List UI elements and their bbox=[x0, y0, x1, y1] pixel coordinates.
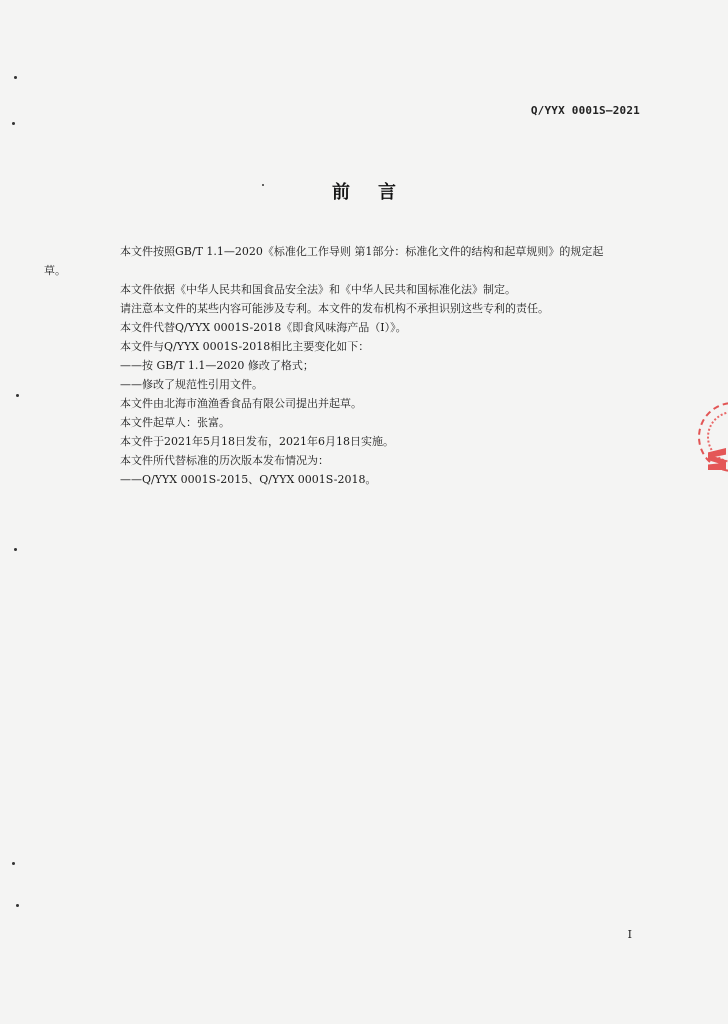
history-item: ——Q/YYX 0001S-2015、Q/YYX 0001S-2018。 bbox=[120, 473, 377, 486]
paragraph-drafting-rules bbox=[44, 242, 642, 280]
preface-body bbox=[44, 242, 642, 489]
scan-speck bbox=[262, 184, 264, 186]
change-item-format: ——按 GB/T 1.1—2020 修改了格式； bbox=[120, 359, 314, 372]
paragraph-proposer: 本文件由北海市渔渔香食品有限公司提出并起草。 bbox=[120, 397, 362, 410]
scan-speck bbox=[16, 904, 19, 907]
paragraph-line-continued: 草。 bbox=[44, 264, 66, 277]
paragraph-replaces: 本文件代替Q/YYX 0001S-2018《即食风味海产品（Ⅰ）》。 bbox=[120, 321, 407, 334]
document-code: Q/YYX 0001S—2021 bbox=[530, 104, 640, 117]
paragraph-legal-basis: 本文件依据《中华人民共和国食品安全法》和《中华人民共和国标准化法》制定。 bbox=[120, 283, 516, 296]
page-title: 前言 bbox=[332, 182, 424, 203]
seal-mark bbox=[708, 448, 726, 470]
scan-speck bbox=[12, 122, 15, 125]
paragraph-line: 本文件按照GB/T 1.1—2020《标准化工作导则 第1部分：标准化文件的结构和起草规则》的规定起 bbox=[120, 245, 604, 258]
paragraph-drafter: 本文件起草人：张富。 bbox=[120, 416, 230, 429]
paragraph-patent-notice: 请注意本文件的某些内容可能涉及专利。本文件的发布机构不承担识别这些专利的责任。 bbox=[120, 302, 549, 315]
scan-speck bbox=[12, 862, 15, 865]
red-seal-stamp bbox=[698, 402, 728, 472]
scan-speck bbox=[14, 548, 17, 551]
change-item-references: ——修改了规范性引用文件。 bbox=[120, 378, 263, 391]
paragraph-history-intro: 本文件所代替标准的历次版本发布情况为： bbox=[120, 454, 329, 467]
scan-speck bbox=[14, 76, 17, 79]
paragraph-changes-intro: 本文件与Q/YYX 0001S-2018相比主要变化如下： bbox=[120, 340, 370, 353]
paragraph-dates: 本文件于2021年5月18日发布，2021年6月18日实施。 bbox=[120, 435, 394, 448]
page-number: I bbox=[627, 928, 632, 941]
scan-speck bbox=[16, 394, 19, 397]
